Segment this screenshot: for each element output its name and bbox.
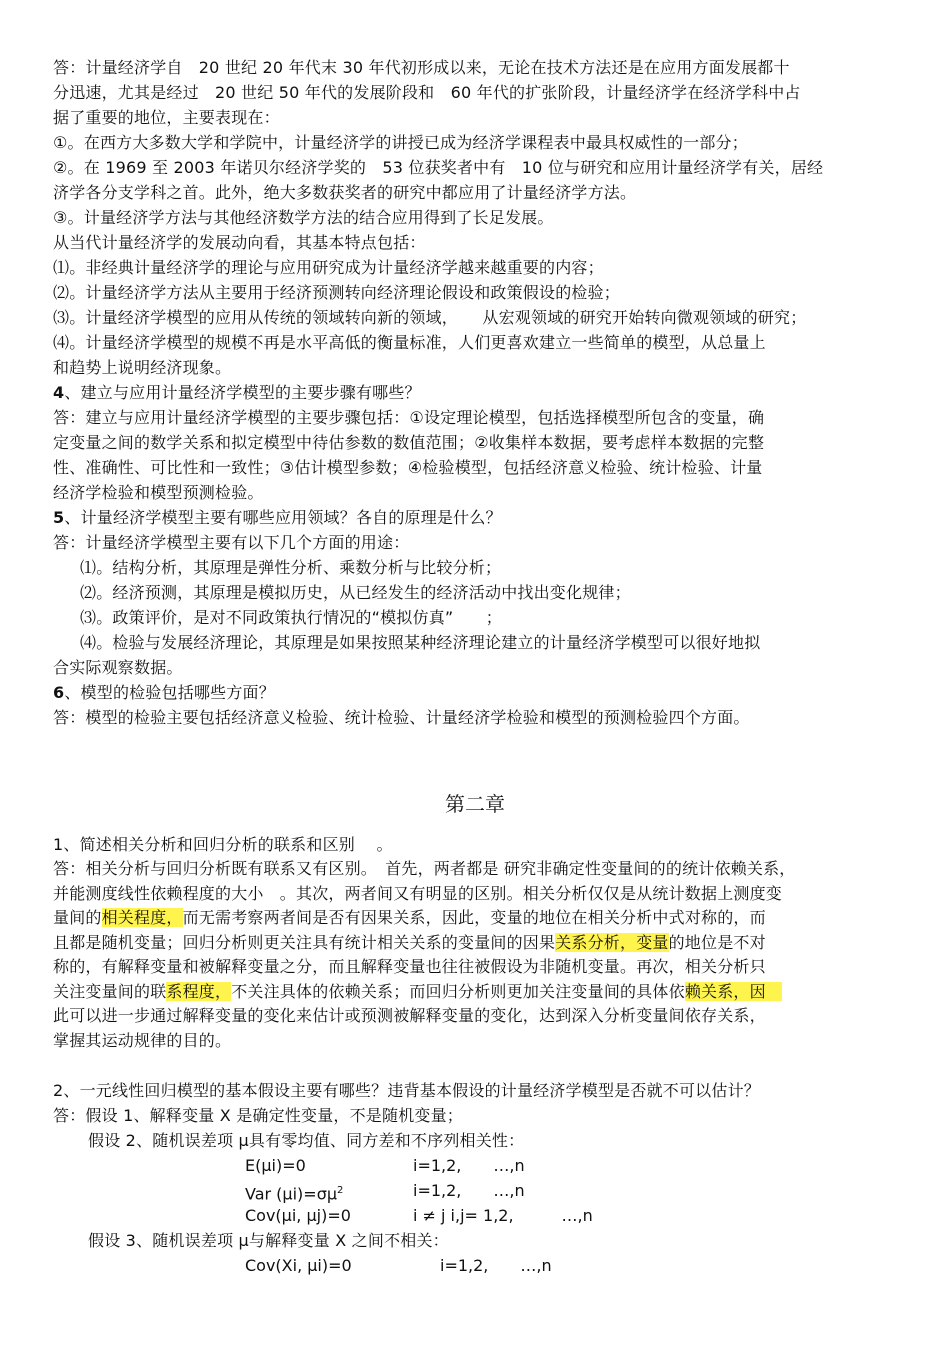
answer-5-item: ⑶。政策评价，是对不同政策执行情况的“模拟仿真” ； [80,608,502,627]
answer-3-line: ⑶。计量经济学模型的应用从传统的领域转向新的领域， 从宏观领域的研究开始转向微观领域的研究； [53,308,807,327]
ch2-question-2: 2、一元线性回归模型的基本假设主要有哪些？违背基本假设的计量经济学模型是否就不可以估计？ [53,1081,760,1100]
text-run: 的地位是不对 [668,933,766,952]
ch2-answer-2-line: 答：假设 1、解释变量 X 是确定性变量，不是随机变量； [53,1106,463,1125]
answer-3-line: ⑷。计量经济学模型的规模不再是水平高低的衡量标准，人们更喜欢建立一些简单的模型，从总量上 [53,333,766,352]
answer-3-line: 据了重要的地位，主要表现在： [53,108,280,127]
ch2-answer-1-line: 此可以进一步通过解释变量的变化来估计或预测被解释变量的变化，达到深入分析变量间依存关系， [53,1006,766,1025]
question-6 [53,682,275,704]
formula-lhs [245,1180,343,1205]
formula-rhs: i=1,2, …,n [440,1256,552,1275]
text-run: 不关注具体的依赖关系；而回归分析则更加关注变量间的具体依 [231,982,685,1001]
ch2-answer-1-line: 称的，有解释变量和被解释变量之分，而且解释变量也往往被假设为非随机变量。再次，相关分析只 [53,957,766,976]
question-number: 6 [53,683,65,702]
highlight: 系程度， [166,982,232,1001]
answer-6: 答：模型的检验主要包括经济意义检验、统计检验、计量经济学检验和模型的预测检验四个方面。 [53,708,750,727]
text-run: 量间的 [53,908,102,927]
answer-5-item: ⑷。检验与发展经济理论，其原理是如果按照某种经济理论建立的计量经济学模型可以很好地拟 [80,633,761,652]
ch2-answer-1-line [53,932,766,954]
answer-3-line: 和趋势上说明经济现象。 [53,358,232,377]
chapter-title: 第二章 [445,792,505,816]
answer-3-line: ①。在西方大多数大学和学院中，计量经济学的讲授已成为经济学课程表中最具权威性的一部分； [53,133,748,152]
formula-lhs: E(μi)=0 [245,1156,306,1175]
formula-rhs: i=1,2, …,n [413,1156,525,1175]
text-run: 而无需考察两者间是否有因果关系，因此，变量的地位在相关分析中式对称的，而 [182,908,766,927]
answer-4-line: 经济学检验和模型预测检验。 [53,483,264,502]
answer-3-line: ⑴。非经典计量经济学的理论与应用研究成为计量经济学越来越重要的内容； [53,258,604,277]
formula-rhs: i ≠ j i,j= 1,2, …,n [413,1206,593,1225]
formula-lhs: Cov(μi, μj)=0 [245,1206,351,1225]
ch2-answer-1-line [53,981,782,1003]
answer-3-line: ③。计量经济学方法与其他经济数学方法的结合应用得到了长足发展。 [53,208,554,227]
answer-5-item: ⑵。经济预测，其原理是模拟历史，从已经发生的经济活动中找出变化规律； [80,583,631,602]
ch2-answer-1-line: 并能测度线性依赖程度的大小 。其次，两者间又有明显的区别。相关分析仅仅是从统计数据上测度变 [53,884,783,903]
ch2-answer-2-line: 假设 2、随机误差项 μ具有零均值、同方差和不序列相关性： [88,1131,525,1150]
answer-5-item: ⑴。结构分析，其原理是弹性分析、乘数分析与比较分析； [80,558,502,577]
answer-4-line: 定变量之间的数学关系和拟定模型中待估参数的数值范围；②收集样本数据，要考虑样本数据的完整 [53,433,765,452]
text-run: 关注变量间的联 [53,982,167,1001]
formula-text: Var (μi)=σμ [245,1184,338,1204]
ch2-answer-2-line: 假设 3、随机误差项 μ与解释变量 X 之间不相关： [88,1231,449,1250]
highlight: 相关程度， [101,908,183,927]
answer-4-line: 性、准确性、可比性和一致性；③估计模型参数；④检验模型，包括经济意义检验、统计检验、计量 [53,458,763,477]
text-run: 且都是随机变量；回归分析则更关注具有统计相关关系的变量间的因果 [53,933,556,952]
ch2-answer-1-line: 掌握其运动规律的目的。 [53,1031,232,1050]
answer-3-line: 答：计量经济学自 20 世纪 20 年代末 30 年代初形成以来，无论在技术方法还是在应用方面发展都十 [53,58,790,77]
question-text: 、模型的检验包括哪些方面？ [64,683,275,702]
answer-5-intro: 答：计量经济学模型主要有以下几个方面的用途： [53,533,410,552]
question-5 [53,507,502,529]
formula-lhs: Cov(Xi, μi)=0 [245,1256,352,1275]
ch2-answer-1-line: 答：相关分析与回归分析既有联系又有区别。 首先，两者都是 研究非确定性变量间的的统计依赖关系， [53,859,796,878]
formula-superscript: 2 [337,1185,344,1196]
answer-3-line: 分迅速，尤其是经过 20 世纪 50 年代的发展阶段和 60 年代的扩张阶段，计量经济学在经济学科中占 [53,83,801,102]
question-number: 4 [53,383,65,402]
ch2-answer-1-line [53,907,766,929]
answer-4-line: 答：建立与应用计量经济学模型的主要步骤包括：①设定理论模型，包括选择模型所包含的变量，确 [53,408,765,427]
formula-rhs: i=1,2, …,n [413,1181,525,1200]
ch2-question-1: 1、简述相关分析和回归分析的联系和区别 。 [53,835,393,854]
question-text: 、计量经济学模型主要有哪些应用领域？各自的原理是什么？ [64,508,502,527]
answer-5-tail: 合实际观察数据。 [53,658,183,677]
answer-3-line: ②。在 1969 至 2003 年诺贝尔经济学奖的 53 位获奖者中有 10 位与研究和应用计量经济学有关，居经 [53,158,824,177]
answer-3-line: 从当代计量经济学的发展动向看，其基本特点包括： [53,233,426,252]
question-text: 、建立与应用计量经济学模型的主要步骤有哪些？ [64,383,421,402]
question-4 [53,382,421,404]
answer-3-line: ⑵。计量经济学方法从主要用于经济预测转向经济理论假设和政策假设的检验； [53,283,621,302]
question-number: 5 [53,508,65,527]
highlight: 赖关系，因 [684,982,783,1001]
answer-3-line: 济学各分支学科之首。此外，绝大多数获奖者的研究中都应用了计量经济学方法。 [53,183,637,202]
highlight: 关系分析，变量 [555,933,669,952]
